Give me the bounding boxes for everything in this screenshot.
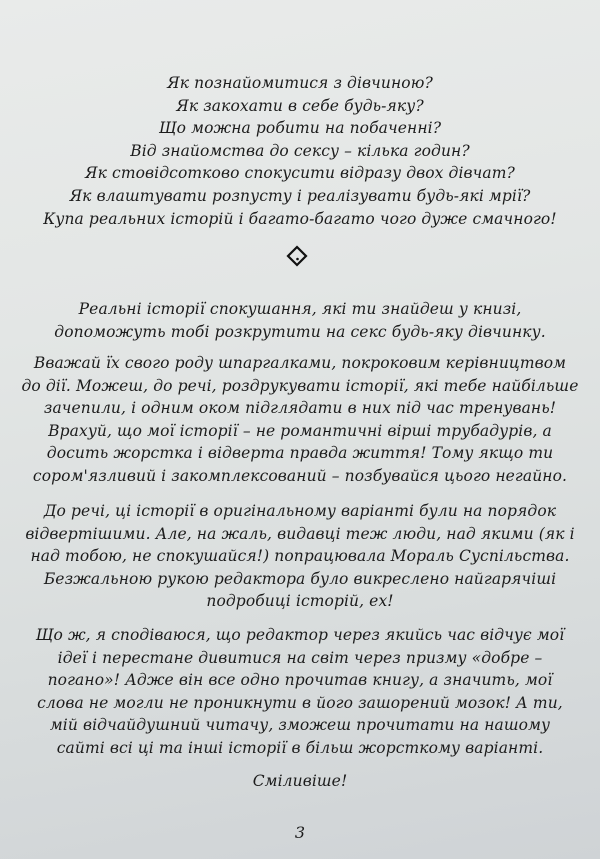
intro-question: Як познайомитися з дівчиною? (167, 74, 433, 92)
intro-question: Як стовідсотково спокусити відразу двох дівчат? (85, 164, 515, 183)
paragraph-line: зачепили, і одним оком підглядати в них під час тренувань! (43, 399, 557, 418)
paragraph-line: Вважай їх свого роду шпаргалками, покроковим керівництвом (33, 354, 567, 372)
paragraph-editor-hope (0, 624, 600, 760)
intro-question: Від знайомства до сексу – кілька годин? (130, 141, 470, 160)
page-number: 3 (294, 823, 306, 842)
paragraph-line: відвертішими. Але, на жаль, видавці теж люди, над якими (як і (25, 524, 575, 543)
paragraph-line: слова не могли не проникнути в його зашорений мозок! А ти, (37, 693, 563, 712)
paragraph-line: подробиці історій, ех! (206, 592, 394, 611)
paragraph-line: допоможуть тобі розкрутити на секс будь-яку дівчинку. (54, 322, 546, 341)
paragraph-line: до дії. Можеш, до речі, роздрукувати історії, які тебе найбільше (21, 376, 579, 395)
paragraph-line: Що ж, я сподіваюся, що редактор через якийсь час відчує мої (35, 626, 565, 644)
diamond-ornament-icon (286, 245, 308, 267)
intro-question: Як закохати в себе будь-яку? (176, 96, 424, 115)
closing-line (0, 770, 600, 793)
paragraph-line: сайті всі ці та інші історії в більш жорсткому варіанті. (56, 738, 544, 757)
paragraph-line: мій відчайдушний читачу, зможеш прочитати на нашому (49, 716, 551, 735)
paragraph-line: погано»! Адже він все одно прочитав книгу, а значить, мої (47, 671, 553, 690)
paragraph-real-stories (0, 298, 600, 343)
paragraph-line: Безжальною рукою редактора було викреслено найгарячіші (43, 569, 557, 588)
paragraph-cheat-sheets (0, 352, 600, 488)
paragraph-line: над тобою, не спокушайся!) попрацювала Мораль Суспільства. (30, 547, 570, 566)
intro-question: Що можна робити на побаченні? (158, 119, 442, 138)
closing-text: Сміливіше! (252, 772, 348, 790)
paragraph-line: До речі, ці історії в оригінальному варіанті були на порядок (43, 502, 557, 520)
intro-question: Купа реальних історій і багато-багато чого дуже смачного! (43, 209, 557, 228)
intro-questions (0, 72, 600, 230)
paragraph-line: Реальні історії спокушання, які ти знайдеш у книзі, (78, 300, 522, 318)
intro-question: Як влаштувати розпусту і реалізувати будь-які мрії? (69, 186, 531, 205)
paragraph-line: досить жорстка і відверта правда життя! Тому якщо ти (46, 444, 554, 463)
paragraph-line: ідеї і перестане дивитися на світ через призму «добре – (57, 648, 543, 667)
paragraph-line: Врахуй, що мої історії – не романтичні вірші трубадурів, а (48, 421, 552, 440)
paragraph-original-version (0, 500, 600, 613)
paragraph-line: сором'язливий і закомплексований – позбувайся цього негайно. (32, 466, 568, 485)
